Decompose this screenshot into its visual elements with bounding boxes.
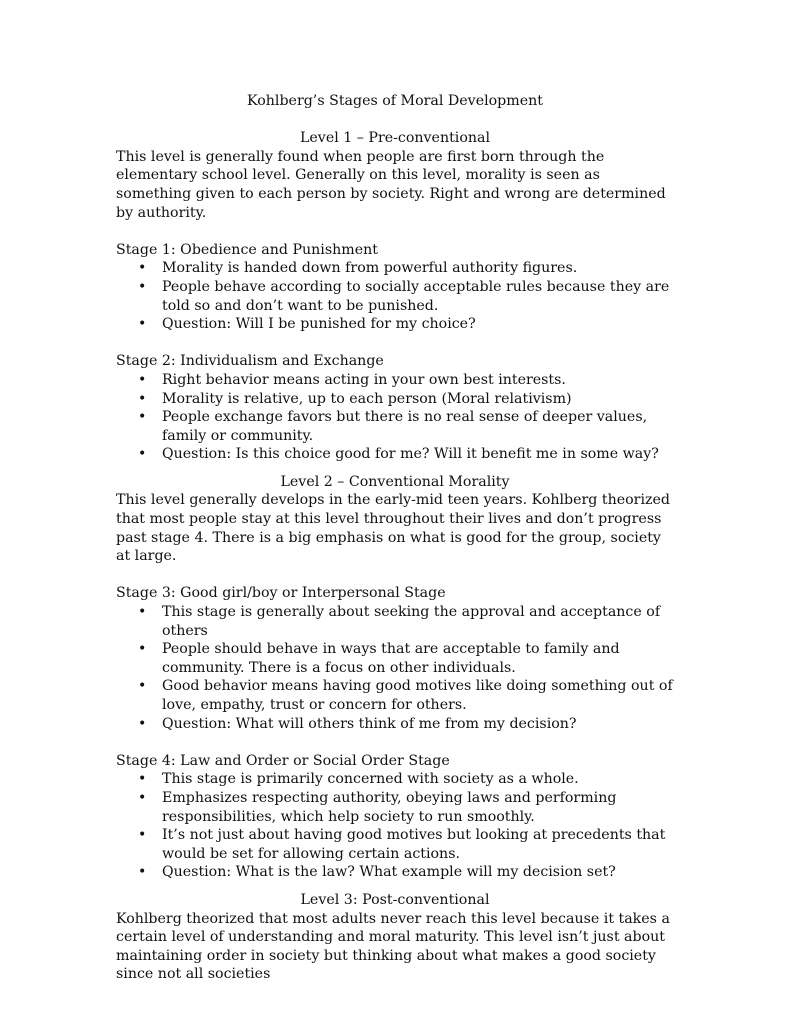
stage-1-bullet: • Morality is handed down from powerful authority figures. — [162, 259, 674, 278]
stage-2-bullet: • Right behavior means acting in your own best interests. — [162, 371, 674, 390]
stage-4-heading: Stage 4: Law and Order or Social Order Stage — [116, 752, 450, 769]
stage-3-bullet: • This stage is generally about seeking the approval and acceptance of others — [162, 603, 674, 640]
level-1-text: This level is generally found when people are first born through the elementary school level. Generally on this level, morality is seen as something given to each person by society. Right and wrong are determined by authority. — [116, 148, 666, 221]
stage-1-bullet: • People behave according to socially acceptable rules because they are told so and don’t want to be punished. — [162, 278, 674, 315]
stage-1-bullet: • Question: Will I be punished for my choice? — [162, 315, 674, 334]
stage-4-bullet: • This stage is primarily concerned with society as a whole. — [162, 770, 674, 789]
stage-3-bullet: • People should behave in ways that are acceptable to family and community. There is a focus on other individuals. — [162, 640, 674, 677]
level-2-text: This level generally develops in the early-mid teen years. Kohlberg theorized that most people stay at this level throughout their lives and don’t progress past stage 4. There is a big emphasis on what is good for the group, society at large. — [116, 492, 670, 565]
stage-2-bullet: • People exchange favors but there is no real sense of deeper values, family or community. — [162, 408, 674, 445]
stage-4-bullet-list — [116, 770, 674, 882]
level-1-heading: Level 1 – Pre-conventional — [299, 130, 491, 147]
stage-4-bullet: • Emphasizes respecting authority, obeying laws and performing responsibilities, which help society to run smoothly. — [162, 789, 674, 826]
stage-1-bullet-list — [116, 259, 674, 333]
stage-2-bullet: • Question: Is this choice good for me? Will it benefit me in some way? — [162, 445, 674, 464]
level-2-heading: Level 2 – Conventional Morality — [280, 473, 510, 490]
stage-1-heading: Stage 1: Obedience and Punishment — [116, 241, 378, 258]
stage-2-bullet: • Morality is relative, up to each person (Moral relativism) — [162, 390, 674, 409]
stage-3-bullet: • Good behavior means having good motives like doing something out of love, empathy, trust or concern for others. — [162, 677, 674, 714]
level-3-heading: Level 3: Post-conventional — [300, 891, 490, 908]
stage-4-bullet: • Question: What is the law? What example will my decision set? — [162, 863, 674, 882]
level-3-text: Kohlberg theorized that most adults never reach this level because it takes a certain level of understanding and moral maturity. This level isn’t just about maintaining order in society but thinking about what makes a good society since not all societies — [116, 910, 670, 983]
stage-2-heading: Stage 2: Individualism and Exchange — [116, 353, 384, 370]
stage-3-heading: Stage 3: Good girl/boy or Interpersonal Stage — [116, 585, 446, 602]
document-title: Kohlberg’s Stages of Moral Development — [247, 93, 543, 109]
stage-4-bullet: • It’s not just about having good motives but looking at precedents that would be set for allowing certain actions. — [162, 826, 674, 863]
stage-2-bullet-list — [116, 371, 674, 464]
stage-3-bullet-list — [116, 603, 674, 733]
document-page — [116, 92, 674, 984]
stage-3-bullet: • Question: What will others think of me from my decision? — [162, 715, 674, 734]
